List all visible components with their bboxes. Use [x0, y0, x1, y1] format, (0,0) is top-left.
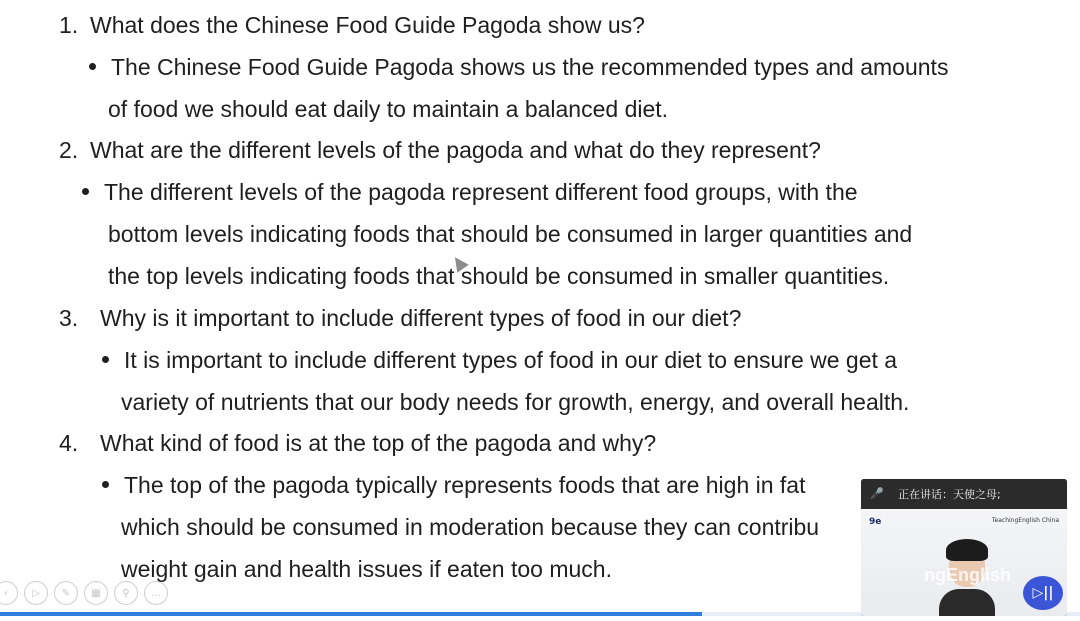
bullet-icon — [102, 356, 109, 363]
bullet-icon — [89, 63, 96, 70]
speaking-label: 正在讲话：天使之母; — [898, 488, 1001, 501]
teachingenglish-logo: TeachingEnglish China — [991, 517, 1059, 524]
answer-line: The top of the pagoda typically represents foods that are high in fat — [124, 472, 806, 498]
answer-line: bottom levels indicating foods that should be consumed in larger quantities and — [108, 221, 913, 247]
answer-line: the top levels indicating foods that should be consumed in smaller quantities. — [108, 263, 890, 289]
item-number: 3. — [59, 305, 79, 331]
progress-fill — [0, 612, 702, 616]
play-icon[interactable]: ▷ — [24, 581, 48, 605]
answer-line: variety of nutrients that our body needs for growth, energy, and overall health. — [121, 389, 910, 415]
item-number: 2. — [59, 137, 79, 163]
page-icon[interactable]: ▦ — [84, 581, 108, 605]
answer-line: It is important to include different types of food in our diet to ensure we get a — [124, 347, 898, 373]
item-number: 1. — [59, 12, 79, 38]
question-text: What kind of food is at the top of the pagoda and why? — [100, 430, 657, 456]
watermark-text: ngEnglish — [924, 565, 1011, 585]
question-text: Why is it important to include different types of food in our diet? — [100, 305, 742, 331]
answer-line: The different levels of the pagoda represent different food groups, with the — [104, 179, 858, 205]
microphone-icon: 🎤 — [870, 487, 884, 500]
answer-line: The Chinese Food Guide Pagoda shows us the recommended types and amounts — [111, 54, 949, 80]
event-logo: 9e — [869, 517, 882, 527]
item-number: 4. — [59, 430, 79, 456]
more-icon[interactable]: ... — [144, 581, 168, 605]
prev-icon[interactable]: ‹ — [0, 581, 18, 605]
bullet-icon — [102, 481, 109, 488]
question-text: What does the Chinese Food Guide Pagoda show us? — [90, 12, 645, 38]
bullet-icon — [82, 188, 89, 195]
answer-line: which should be consumed in moderation because they can contribu — [121, 514, 820, 540]
zoom-icon[interactable]: ⚲ — [114, 581, 138, 605]
play-pause-icon[interactable]: ▷|| — [1023, 576, 1063, 610]
speaker-video-overlay[interactable] — [861, 479, 1067, 616]
pen-icon[interactable]: ✎ — [54, 581, 78, 605]
speaker-video — [861, 509, 1067, 616]
speaker-bar — [861, 479, 1067, 509]
answer-line: weight gain and health issues if eaten too much. — [121, 556, 612, 582]
answer-line: of food we should eat daily to maintain a balanced diet. — [108, 96, 669, 122]
slideshow-toolbar — [0, 578, 168, 608]
question-text: What are the different levels of the pagoda and what do they represent? — [90, 137, 821, 163]
